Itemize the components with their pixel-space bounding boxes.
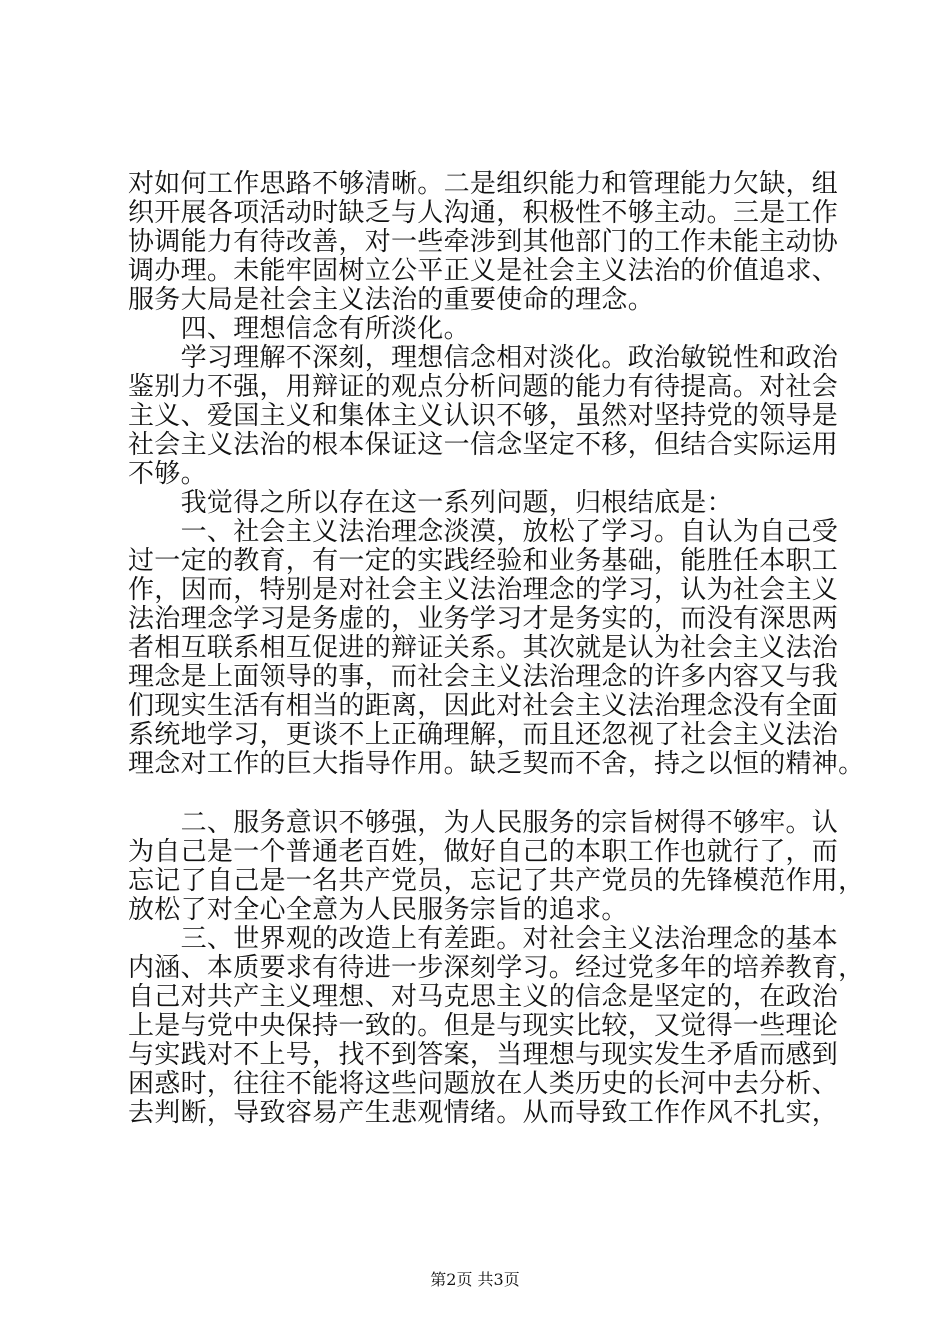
text-line: 我觉得之所以存在这一系列问题，归根结底是： — [128, 488, 733, 518]
text-line: 织开展各项活动时缺乏与人沟通，积极性不够主动。三是工作 — [128, 198, 839, 228]
text-line: 者相互联系相互促进的辩证关系。其次就是认为社会主义法治 — [128, 633, 839, 663]
text-line: 为自己是一个普通老百姓，做好自己的本职工作也就行了，而 — [128, 837, 839, 867]
text-line: 服务大局是社会主义法治的重要使命的理念。 — [128, 285, 655, 315]
text-line: 忘记了自己是一名共产党员，忘记了共产党员的先锋模范作用， — [128, 866, 865, 896]
text-line: 学习理解不深刻，理想信念相对淡化。政治敏锐性和政治 — [128, 343, 839, 373]
text-line: 理念是上面领导的事，而社会主义法治理念的许多内容又与我 — [128, 662, 839, 692]
text-line: 不够。 — [128, 459, 207, 489]
paragraph-gap — [128, 779, 828, 809]
text-line: 调办理。未能牢固树立公平正义是社会主义法治的价值追求、 — [128, 256, 839, 286]
page-number-footer: 第2页 共3页 — [430, 1270, 520, 1289]
text-line: 理念对工作的巨大指导作用。缺乏契而不舍，持之以恒的精神。 — [128, 749, 865, 779]
text-line: 社会主义法治的根本保证这一信念坚定不移，但结合实际运用 — [128, 430, 839, 460]
text-line: 鉴别力不强，用辩证的观点分析问题的能力有待提高。对社会 — [128, 372, 839, 402]
text-line: 内涵、本质要求有待进一步深刻学习。经过党多年的培养教育， — [128, 953, 865, 983]
text-line: 一、社会主义法治理念淡漠，放松了学习。自认为自己受 — [128, 517, 839, 547]
text-line: 过一定的教育，有一定的实践经验和业务基础，能胜任本职工 — [128, 546, 839, 576]
text-line: 系统地学习，更谈不上正确理解，而且还忽视了社会主义法治 — [128, 720, 839, 750]
text-line: 法治理念学习是务虚的，业务学习才是务实的，而没有深思两 — [128, 604, 839, 634]
text-line: 三、世界观的改造上有差距。对社会主义法治理念的基本 — [128, 924, 839, 954]
text-line: 去判断，导致容易产生悲观情绪。从而导致工作作风不扎实， — [128, 1098, 839, 1128]
text-line: 协调能力有待改善，对一些牵涉到其他部门的工作未能主动协 — [128, 227, 839, 257]
text-line: 们现实生活有相当的距离，因此对社会主义法治理念没有全面 — [128, 691, 839, 721]
text-line: 作，因而，特别是对社会主义法治理念的学习，认为社会主义 — [128, 575, 839, 605]
text-line: 困惑时，往往不能将这些问题放在人类历史的长河中去分析、 — [128, 1069, 839, 1099]
text-line: 上是与党中央保持一致的。但是与现实比较，又觉得一些理论 — [128, 1011, 839, 1041]
text-line: 与实践对不上号，找不到答案，当理想与现实发生矛盾而感到 — [128, 1040, 839, 1070]
text-line: 主义、爱国主义和集体主义认识不够，虽然对坚持党的领导是 — [128, 401, 839, 431]
text-line: 自己对共产主义理想、对马克思主义的信念是坚定的，在政治 — [128, 982, 839, 1012]
document-body — [128, 169, 865, 1128]
text-line: 二、服务意识不够强，为人民服务的宗旨树得不够牢。认 — [128, 808, 839, 838]
section-heading: 四、理想信念有所淡化。 — [128, 314, 470, 344]
text-line: 对如何工作思路不够清晰。二是组织能力和管理能力欠缺，组 — [128, 169, 839, 199]
text-line: 放松了对全心全意为人民服务宗旨的追求。 — [128, 895, 628, 925]
